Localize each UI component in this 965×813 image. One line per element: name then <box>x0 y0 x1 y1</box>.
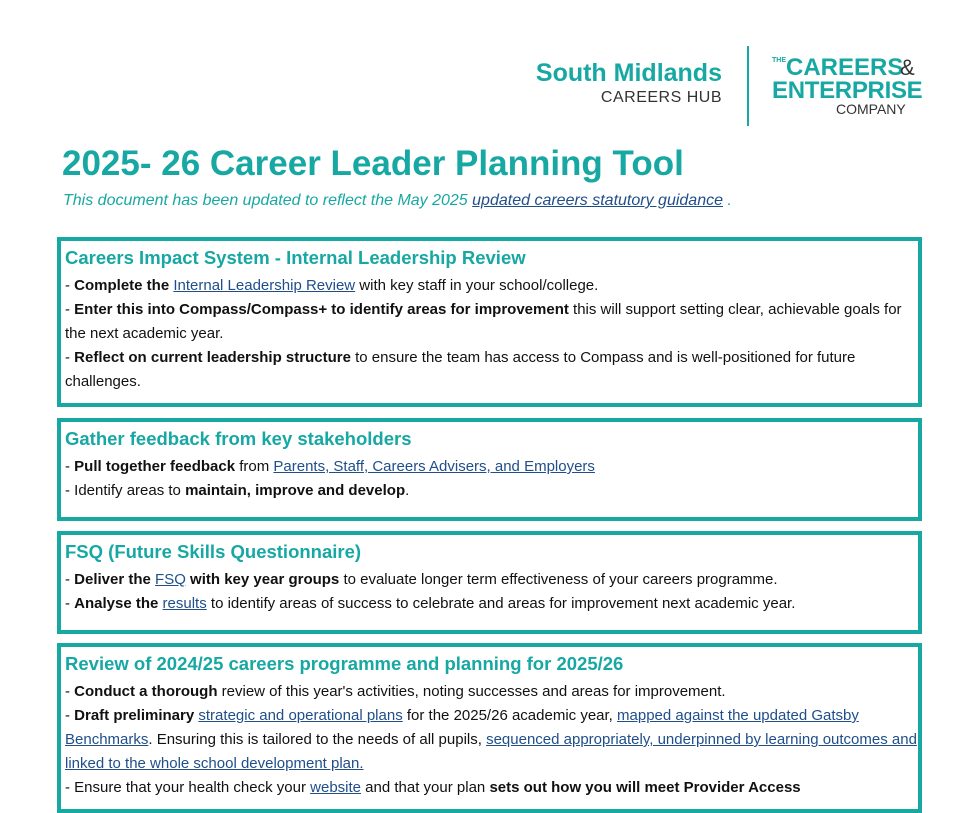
bullet-prefix: - <box>65 707 75 724</box>
bullet <box>65 274 918 298</box>
bullet-prefix: - <box>65 349 75 366</box>
bullet-prefix: - Ensure that your health check your <box>65 779 311 796</box>
sequencing-link[interactable]: sequenced appropriately, underpinned by learning outcomes and linked to the whole school development plan. <box>65 731 917 772</box>
bullet-text: to ensure the team has access to Compass and is well-positioned for future challenges. <box>65 349 856 390</box>
bullet-prefix: - <box>65 571 75 588</box>
bullet-bold: Conduct a thorough <box>74 683 218 700</box>
section-heading: Careers Impact System - Internal Leadership Review <box>65 247 526 268</box>
bullet-text: to identify areas of success to celebrate and areas for improvement next academic year. <box>206 595 796 612</box>
bullet <box>65 704 918 776</box>
bullet-prefix: - <box>65 458 75 475</box>
hub-subtitle: CAREERS HUB <box>600 89 722 106</box>
section-heading: FSQ (Future Skills Questionnaire) <box>65 541 362 562</box>
bullet <box>65 346 918 394</box>
website-link[interactable]: website <box>310 779 361 796</box>
subtitle-end: . <box>722 192 732 209</box>
statutory-guidance-link[interactable]: updated careers statutory guidance <box>472 192 723 209</box>
logo-ampersand: & <box>900 55 915 80</box>
bullet-prefix: - <box>65 683 75 700</box>
bullet <box>65 479 918 503</box>
bullet-prefix: - <box>65 595 75 612</box>
bullet <box>65 680 918 704</box>
south-midlands-careers-hub-logo <box>536 58 722 108</box>
subtitle-text: This document has been updated to reflect the May 2025 <box>63 192 473 209</box>
gatsby-benchmarks-link[interactable]: mapped against the updated Gatsby Benchmarks <box>65 707 859 748</box>
bullet-prefix: - <box>65 277 75 294</box>
bullet-prefix: - Identify areas to <box>65 482 186 499</box>
bullet <box>65 776 918 800</box>
logo-company: COMPANY <box>836 101 906 117</box>
bullet-prefix: - <box>65 301 75 318</box>
bullet-text: to evaluate longer term effectiveness of your careers programme. <box>339 571 778 588</box>
logo-the: THE <box>772 57 786 64</box>
section-heading: Review of 2024/25 careers programme and planning for 2025/26 <box>65 653 624 674</box>
bullet-text: . <box>405 482 410 499</box>
section-leadership-review <box>57 237 922 407</box>
stakeholders-link[interactable]: Parents, Staff, Careers Advisers, and Employers <box>273 458 595 475</box>
bullet-bold: Analyse the <box>74 595 163 612</box>
bullet-text: review of this year's activities, noting successes and areas for improvement. <box>217 683 726 700</box>
strategic-plans-link[interactable]: strategic and operational plans <box>198 707 403 724</box>
bullet-text: from <box>235 458 274 475</box>
bullet-bold: Complete the <box>74 277 174 294</box>
bullet-bold: Draft preliminary <box>74 707 195 724</box>
bullet <box>65 298 918 346</box>
bullet-bold: maintain, improve and develop <box>185 482 406 499</box>
bullet-bold: Pull together feedback <box>74 458 236 475</box>
bullet-text: . Ensuring this is tailored to the needs of all pupils, <box>148 731 487 748</box>
bullet <box>65 592 918 616</box>
bullet <box>65 455 918 479</box>
bullet-text: this will support setting clear, achievable goals for the next academic year. <box>65 301 902 342</box>
bullet-bold: Enter this into Compass/Compass+ to identify areas for improvement <box>74 301 569 318</box>
logo-careers: CAREERS <box>786 54 904 81</box>
section-stakeholder-feedback <box>57 418 922 521</box>
fsq-link[interactable]: FSQ <box>155 571 186 588</box>
results-link[interactable]: results <box>162 595 207 612</box>
internal-leadership-review-link[interactable]: Internal Leadership Review <box>173 277 356 294</box>
bullet-bold: Deliver the <box>74 571 156 588</box>
section-heading: Gather feedback from key stakeholders <box>65 428 412 449</box>
bullet-text: and that your plan <box>361 779 490 796</box>
bullet-text: for the 2025/26 academic year, <box>402 707 618 724</box>
logo-enterprise: ENTERPRISE <box>772 77 923 104</box>
section-fsq <box>57 531 922 634</box>
bullet-bold: sets out how you will meet Provider Access <box>489 779 801 796</box>
logo-divider <box>747 46 749 126</box>
bullet <box>65 568 918 592</box>
bullet-bold: Reflect on current leadership structure <box>74 349 351 366</box>
page-title: 2025- 26 Career Leader Planning Tool <box>62 144 684 183</box>
hub-name: South Midlands <box>535 59 722 87</box>
bullet-bold: with key year groups <box>185 571 340 588</box>
bullet-text: with key staff in your school/college. <box>355 277 599 294</box>
page-subtitle <box>63 192 732 210</box>
